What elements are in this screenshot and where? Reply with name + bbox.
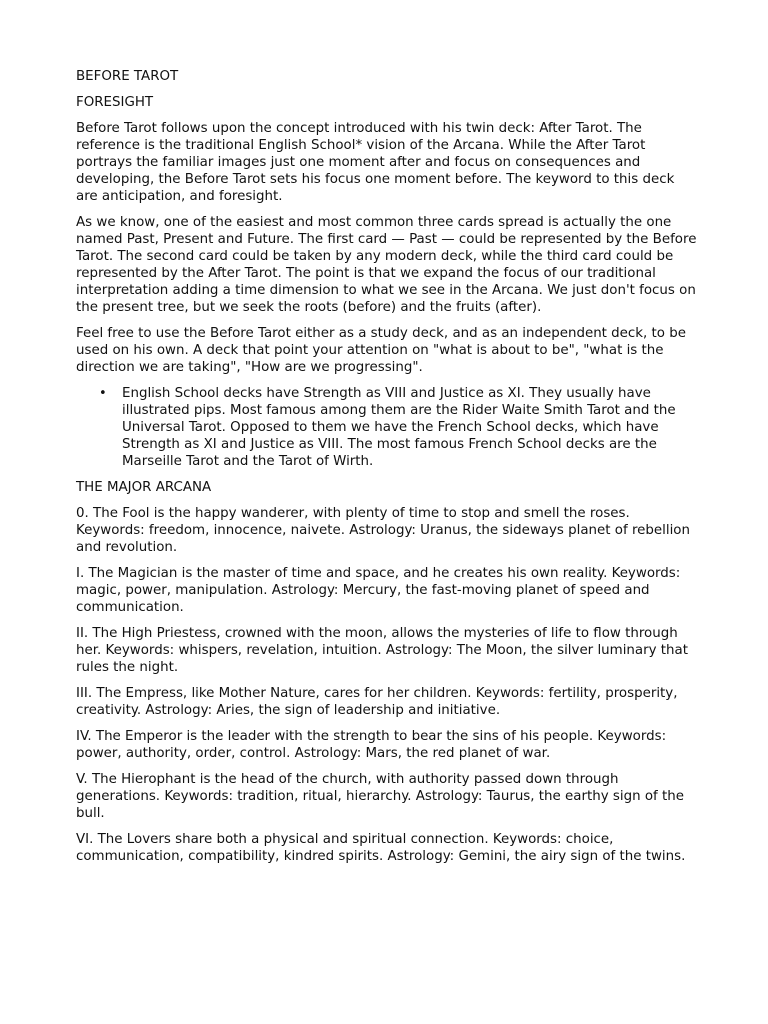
bullet-icon: •: [99, 386, 107, 401]
section-heading: THE MAJOR ARCANA: [76, 480, 212, 495]
arcana-entry: IV. The Emperor is the leader with the strength to bear the sins of his people. Keywords: power, authority, order, control. Astrology: Mars, the red planet of war.: [76, 729, 667, 761]
arcana-entry: III. The Empress, like Mother Nature, cares for her children. Keywords: fertility, prosperity, creativity. Astrology: Aries, the sign of leadership and initiative.: [76, 686, 678, 718]
arcana-entry: 0. The Fool is the happy wanderer, with plenty of time to stop and smell the roses. Keywords: freedom, innocence, naivete. Astrology: Uranus, the sideways planet of rebellion and revolution.: [76, 506, 690, 555]
arcana-entry: V. The Hierophant is the head of the church, with authority passed down through generations. Keywords: tradition, ritual, hierarchy. Astrology: Taurus, the earthy sign of the bull.: [76, 772, 684, 821]
document-title: BEFORE TAROT: [76, 69, 179, 84]
arcana-entry: VI. The Lovers share both a physical and spiritual connection. Keywords: choice, communication, compatibility, kindred spirits. Astrology: Gemini, the airy sign of the twins.: [76, 832, 686, 864]
intro-paragraph: Feel free to use the Before Tarot either as a study deck, and as an independent deck, to be used on his own. A deck that point your attention on "what is about to be", "what is the direction we are taking", "How are we progressing".: [76, 326, 686, 375]
arcana-entry: II. The High Priestess, crowned with the moon, allows the mysteries of life to flow through her. Keywords: whispers, revelation, intuition. Astrology: The Moon, the silver luminary that rules the night.: [76, 626, 688, 675]
footnote-item: [99, 385, 700, 470]
intro-paragraph: As we know, one of the easiest and most common three cards spread is actually the one named Past, Present and Future. The first card — Past — could be represented by the Before Tarot. The second card could be taken by any modern deck, while the third card could be represented by the After Tarot. The point is that we expand the focus of our traditional interpretation adding a time dimension to what we see in the Arcana. We just don't focus on the present tree, but we seek the roots (before) and the fruits (after).: [76, 215, 697, 315]
intro-paragraph: Before Tarot follows upon the concept introduced with his twin deck: After Tarot. The reference is the traditional English School* vision of the Arcana. While the After Tarot portrays the familiar images just one moment after and focus on consequences and developing, the Before Tarot sets his focus one moment before. The keyword to this deck are anticipation, and foresight.: [76, 121, 675, 204]
arcana-entry: I. The Magician is the master of time and space, and he creates his own reality. Keywords: magic, power, manipulation. Astrology: Mercury, the fast-moving planet of speed and communication.: [76, 566, 681, 615]
footnote-list: [76, 385, 700, 470]
document-subtitle: FORESIGHT: [76, 95, 154, 110]
footnote-text: English School decks have Strength as VIII and Justice as XI. They usually have illustrated pips. Most famous among them are the Rider Waite Smith Tarot and the Universal Tarot. Opposed to them we have the French School decks, which have Strength as XI and Justice as VIII. The most famous French School decks are the Marseille Tarot and the Tarot of Wirth.: [122, 386, 676, 469]
document-page: [76, 68, 700, 874]
